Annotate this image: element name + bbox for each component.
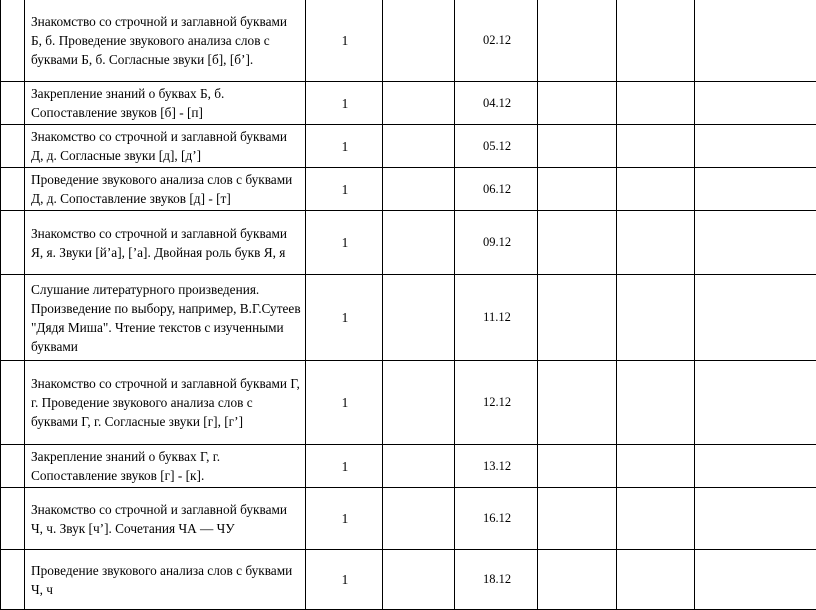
empty-cell <box>695 211 816 275</box>
empty-cell <box>383 361 455 445</box>
topic-cell: Проведение звукового анализа слов с буквами Д, д. Сопоставление звуков [д] - [т] <box>25 168 306 211</box>
date-cell: 16.12 <box>455 488 538 550</box>
empty-cell <box>383 125 455 168</box>
row-number-cell <box>1 550 25 610</box>
empty-cell <box>617 82 695 125</box>
row-number-cell <box>1 82 25 125</box>
hours-cell: 1 <box>306 488 383 550</box>
empty-cell <box>383 211 455 275</box>
date-cell: 02.12 <box>455 0 538 82</box>
empty-cell <box>383 488 455 550</box>
empty-cell <box>383 445 455 488</box>
empty-cell <box>538 125 617 168</box>
row-number-cell <box>1 125 25 168</box>
table-row <box>1 211 816 275</box>
empty-cell <box>383 550 455 610</box>
table-row <box>1 550 816 610</box>
table-body <box>1 0 816 610</box>
empty-cell <box>538 168 617 211</box>
empty-cell <box>617 125 695 168</box>
date-cell: 12.12 <box>455 361 538 445</box>
empty-cell <box>383 0 455 82</box>
empty-cell <box>383 275 455 361</box>
empty-cell <box>617 361 695 445</box>
date-cell: 05.12 <box>455 125 538 168</box>
date-cell: 06.12 <box>455 168 538 211</box>
hours-cell: 1 <box>306 445 383 488</box>
table-row <box>1 168 816 211</box>
hours-cell: 1 <box>306 168 383 211</box>
topic-cell: Знакомство со строчной и заглавной буквами Б, б. Проведение звукового анализа слов с буквами Б, б. Согласные звуки [б], [б’]. <box>25 0 306 82</box>
table-row <box>1 125 816 168</box>
row-number-cell <box>1 0 25 82</box>
date-cell: 04.12 <box>455 82 538 125</box>
topic-cell: Закрепление знаний о буквах Г, г. Сопоставление звуков [г] - [к]. <box>25 445 306 488</box>
empty-cell <box>617 211 695 275</box>
table-row <box>1 0 816 82</box>
empty-cell <box>695 0 816 82</box>
hours-cell: 1 <box>306 211 383 275</box>
row-number-cell <box>1 211 25 275</box>
empty-cell <box>538 488 617 550</box>
topic-cell: Проведение звукового анализа слов с буквами Ч, ч <box>25 550 306 610</box>
empty-cell <box>383 168 455 211</box>
table-row <box>1 488 816 550</box>
date-cell: 11.12 <box>455 275 538 361</box>
table-row <box>1 445 816 488</box>
empty-cell <box>538 361 617 445</box>
date-cell: 13.12 <box>455 445 538 488</box>
hours-cell: 1 <box>306 275 383 361</box>
empty-cell <box>695 361 816 445</box>
date-cell: 18.12 <box>455 550 538 610</box>
topic-cell: Знакомство со строчной и заглавной буквами Г, г. Проведение звукового анализа слов с буквами Г, г. Согласные звуки [г], [г’] <box>25 361 306 445</box>
topic-cell: Закрепление знаний о буквах Б, б. Сопоставление звуков [б] - [п] <box>25 82 306 125</box>
empty-cell <box>538 275 617 361</box>
topic-cell: Знакомство со строчной и заглавной буквами Ч, ч. Звук [ч’]. Сочетания ЧА — ЧУ <box>25 488 306 550</box>
empty-cell <box>695 82 816 125</box>
row-number-cell <box>1 445 25 488</box>
hours-cell: 1 <box>306 361 383 445</box>
empty-cell <box>538 0 617 82</box>
empty-cell <box>695 445 816 488</box>
table-row <box>1 275 816 361</box>
topic-cell: Знакомство со строчной и заглавной буквами Я, я. Звуки [й’а], [’а]. Двойная роль букв Я, я <box>25 211 306 275</box>
empty-cell <box>617 275 695 361</box>
row-number-cell <box>1 361 25 445</box>
hours-cell: 1 <box>306 82 383 125</box>
empty-cell <box>617 488 695 550</box>
topic-cell: Слушание литературного произведения. Произведение по выбору, например, В.Г.Сутеев "Дядя Миша". Чтение текстов с изученными буквами <box>25 275 306 361</box>
empty-cell <box>538 550 617 610</box>
empty-cell <box>538 82 617 125</box>
hours-cell: 1 <box>306 0 383 82</box>
topic-cell: Знакомство со строчной и заглавной буквами Д, д. Согласные звуки [д], [д’] <box>25 125 306 168</box>
row-number-cell <box>1 168 25 211</box>
empty-cell <box>617 0 695 82</box>
empty-cell <box>695 488 816 550</box>
table-row <box>1 82 816 125</box>
empty-cell <box>695 125 816 168</box>
hours-cell: 1 <box>306 550 383 610</box>
hours-cell: 1 <box>306 125 383 168</box>
empty-cell <box>538 445 617 488</box>
empty-cell <box>695 550 816 610</box>
empty-cell <box>617 550 695 610</box>
table-row <box>1 361 816 445</box>
empty-cell <box>538 211 617 275</box>
empty-cell <box>695 275 816 361</box>
empty-cell <box>695 168 816 211</box>
empty-cell <box>383 82 455 125</box>
empty-cell <box>617 445 695 488</box>
date-cell: 09.12 <box>455 211 538 275</box>
empty-cell <box>617 168 695 211</box>
row-number-cell <box>1 488 25 550</box>
row-number-cell <box>1 275 25 361</box>
